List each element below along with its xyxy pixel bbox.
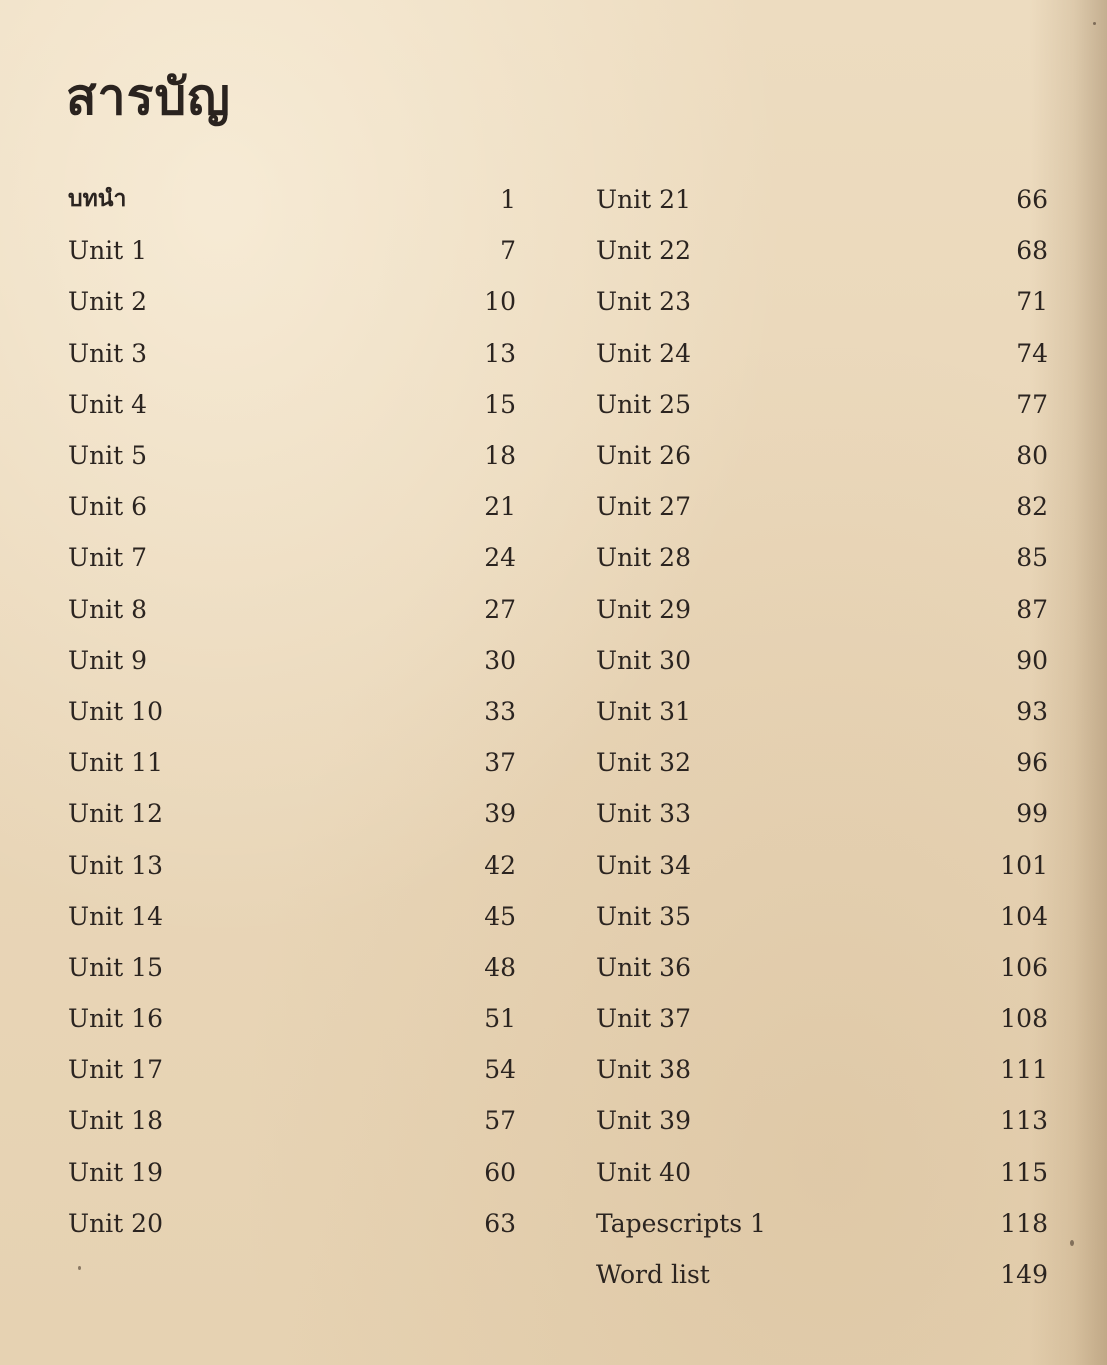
toc-entry-label: Unit 11 [68,748,163,778]
toc-entry [68,1044,516,1095]
toc-entry-label: Unit 7 [68,543,148,573]
paper-speck [1070,1240,1074,1246]
toc-entry-label: Unit 16 [68,1004,163,1034]
toc-entry [68,788,516,839]
toc-entry [68,635,516,686]
toc-entry-page: 82 [1016,492,1048,522]
toc-entry [596,788,1048,839]
toc-entry-label: Unit 13 [68,850,163,880]
toc-entry [596,839,1048,890]
toc-entry-label: Unit 2 [68,287,148,317]
toc-entry-label: Unit 23 [596,287,691,317]
toc-entry-page: 15 [484,389,516,419]
toc-column-left [68,174,516,1249]
toc-entry-page: 18 [484,441,516,471]
toc-entry [596,942,1048,993]
toc-entry-page: 63 [484,1208,516,1238]
toc-entry-page: 149 [1000,1260,1048,1290]
toc-entry [68,1147,516,1198]
toc-entry [68,328,516,379]
toc-entry-page: 71 [1016,287,1048,317]
toc-entry [68,839,516,890]
toc-entry-page: 45 [484,901,516,931]
toc-entry-page: 30 [484,645,516,675]
toc-entry [596,328,1048,379]
toc-entry [596,584,1048,635]
toc-entry-page: 10 [484,287,516,317]
toc-entry-label: Unit 4 [68,389,148,419]
toc-entry-label: Unit 20 [68,1208,163,1238]
toc-entry-label: Tapescripts 1 [596,1208,766,1238]
toc-entry-page: 96 [1016,748,1048,778]
toc-entry [596,891,1048,942]
toc-entry-page: 113 [1000,1106,1048,1136]
toc-entry-page: 48 [484,952,516,982]
toc-entry-label: Unit 33 [596,799,691,829]
toc-entry-page: 85 [1016,543,1048,573]
toc-entry-page: 33 [484,696,516,726]
toc-entry-label: Unit 31 [596,696,691,726]
toc-entry-page: 74 [1016,338,1048,368]
toc-column-right [596,174,1048,1300]
toc-entry-page: 27 [484,594,516,624]
toc-entry [596,1095,1048,1146]
toc-entry-label: Unit 26 [596,441,691,471]
toc-entry [596,1249,1048,1300]
toc-entry-label: Unit 22 [596,236,691,266]
toc-entry [68,532,516,583]
toc-entry-label: Unit 18 [68,1106,163,1136]
toc-entry [68,481,516,532]
toc-entry-page: 39 [484,799,516,829]
toc-entry-page: 7 [500,236,516,266]
toc-entry [596,225,1048,276]
toc-entry-page: 99 [1016,799,1048,829]
toc-entry [596,1198,1048,1249]
toc-entry-label: บทนำ [68,186,127,213]
toc-entry-label: Unit 30 [596,645,691,675]
toc-entry-label: Unit 15 [68,952,163,982]
toc-entry [68,225,516,276]
toc-entry-label: Unit 39 [596,1106,691,1136]
toc-entry-page: 54 [484,1055,516,1085]
toc-entry [68,891,516,942]
toc-entry-label: Unit 14 [68,901,163,931]
toc-entry-label: Unit 17 [68,1055,163,1085]
toc-entry-page: 90 [1016,645,1048,675]
toc-entry-page: 118 [1000,1208,1048,1238]
toc-entry [68,737,516,788]
toc-entry-label: Unit 38 [596,1055,691,1085]
toc-entry-page: 101 [1000,850,1048,880]
toc-entry-label: Unit 28 [596,543,691,573]
toc-entry-label: Unit 5 [68,441,148,471]
toc-entry-label: Unit 9 [68,645,148,675]
toc-entry-page: 68 [1016,236,1048,266]
toc-entry-page: 80 [1016,441,1048,471]
toc-entry-page: 111 [1000,1055,1048,1085]
toc-entry-label: Unit 32 [596,748,691,778]
toc-entry [68,584,516,635]
toc-entry [68,942,516,993]
toc-entry-label: Unit 8 [68,594,148,624]
toc-entry [596,174,1048,225]
toc-entry-page: 87 [1016,594,1048,624]
toc-entry-label: Unit 6 [68,492,148,522]
toc-entry-label: Unit 3 [68,338,148,368]
toc-entry-label: Unit 1 [68,236,148,266]
toc-entry-page: 21 [484,492,516,522]
toc-entry-page: 106 [1000,952,1048,982]
toc-entry [68,276,516,327]
toc-entry-page: 24 [484,543,516,573]
toc-entry [68,1198,516,1249]
toc-entry [68,686,516,737]
toc-entry-page: 57 [484,1106,516,1136]
toc-entry-page: 115 [1000,1157,1048,1187]
toc-entry [596,481,1048,532]
toc-entry-label: Unit 19 [68,1157,163,1187]
toc-entry [596,993,1048,1044]
toc-entry-page: 13 [484,338,516,368]
toc-entry-label: Unit 27 [596,492,691,522]
toc-entry-page: 66 [1016,185,1048,215]
toc-entry [596,686,1048,737]
toc-entry-page: 104 [1000,901,1048,931]
toc-entry [596,532,1048,583]
toc-entry-label: Unit 37 [596,1004,691,1034]
toc-entry-page: 1 [500,185,516,215]
toc-entry [68,174,516,225]
toc-entry [596,1044,1048,1095]
toc-entry-page: 60 [484,1157,516,1187]
toc-entry [596,276,1048,327]
toc-entry-label: Unit 12 [68,799,163,829]
toc-entry-page: 51 [484,1004,516,1034]
paper-speck [1093,22,1096,25]
toc-entry-label: Word list [596,1260,710,1290]
toc-entry [68,379,516,430]
toc-entry-label: Unit 36 [596,952,691,982]
toc-entry-label: Unit 21 [596,185,691,215]
toc-entry-label: Unit 29 [596,594,691,624]
toc-entry [596,430,1048,481]
toc-entry-page: 93 [1016,696,1048,726]
toc-entry [68,1095,516,1146]
toc-entry-label: Unit 24 [596,338,691,368]
toc-entry-label: Unit 34 [596,850,691,880]
toc-entry [596,1147,1048,1198]
toc-entry-page: 37 [484,748,516,778]
toc-entry-page: 42 [484,850,516,880]
toc-entry [596,635,1048,686]
toc-entry-page: 108 [1000,1004,1048,1034]
toc-entry [596,737,1048,788]
toc-entry-label: Unit 25 [596,389,691,419]
paper-speck [78,1266,81,1270]
toc-entry-label: Unit 40 [596,1157,691,1187]
toc-entry [596,379,1048,430]
toc-entry [68,430,516,481]
page-title: สารบัญ [66,68,231,126]
toc-entry-label: Unit 35 [596,901,691,931]
toc-entry-page: 77 [1016,389,1048,419]
toc-entry [68,993,516,1044]
toc-entry-label: Unit 10 [68,696,163,726]
